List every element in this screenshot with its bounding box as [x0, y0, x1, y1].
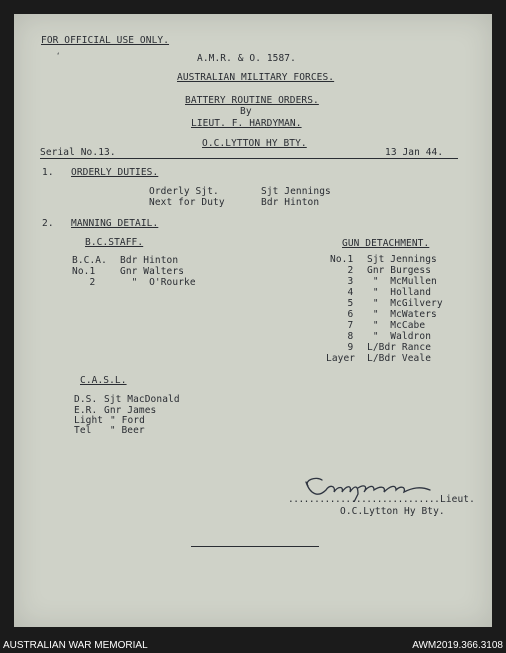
gun-position: 7 [330, 320, 354, 331]
author-name: LIEUT. F. HARDYMAN. [191, 118, 302, 129]
unit-name: O.C.LYTTON HY BTY. [202, 138, 307, 149]
casl-heading: C.A.S.L. [80, 375, 127, 386]
bc-staff-name: Bdr Hinton [120, 255, 179, 266]
document-title: BATTERY ROUTINE ORDERS. [185, 95, 319, 106]
bc-staff-heading: B.C.STAFF. [85, 237, 144, 248]
header-rule [40, 158, 458, 159]
section-1-heading: ORDERLY DUTIES. [71, 167, 159, 178]
section-1-number: 1. [42, 167, 54, 178]
gun-crew-name: " McCabe [367, 320, 426, 331]
gun-crew-name: L/Bdr Veale [367, 353, 432, 364]
casl-name: Gnr James [104, 405, 157, 416]
archive-credit: AUSTRALIAN WAR MEMORIAL [3, 640, 148, 651]
gun-crew-name: Gnr Burgess [367, 265, 432, 276]
signature-dotted-line: ............................. [288, 494, 440, 505]
classification-label: FOR OFFICIAL USE ONLY. [41, 35, 170, 46]
bc-staff-name: " O'Rourke [120, 277, 196, 288]
gun-position: 8 [330, 331, 354, 342]
section-2-number: 2. [42, 218, 54, 229]
casl-name: " Beer [104, 425, 145, 436]
gun-detachment-heading: GUN DETACHMENT. [342, 238, 430, 249]
gun-crew-name: Sjt Jennings [367, 254, 437, 265]
gun-crew-name: " McWaters [367, 309, 437, 320]
closing-rule [191, 546, 319, 547]
bc-staff-position: B.C.A. [72, 255, 107, 266]
gun-position: 2 [330, 265, 354, 276]
casl-name: " Ford [110, 415, 145, 426]
gun-position: 4 [330, 287, 354, 298]
document-page [14, 14, 492, 627]
organisation-title: AUSTRALIAN MILITARY FORCES. [177, 72, 335, 83]
signature-unit: O.C.Lytton Hy Bty. [340, 506, 445, 517]
gun-position: Layer [326, 353, 356, 364]
casl-position: Tel [74, 425, 92, 436]
casl-name: Sjt MacDonald [104, 394, 180, 405]
bc-staff-position: No.1 [72, 266, 96, 277]
duty-name: Sjt Jennings [261, 186, 331, 197]
duty-name: Bdr Hinton [261, 197, 320, 208]
duty-role: Next for Duty [149, 197, 225, 208]
gun-crew-name: " Holland [367, 287, 432, 298]
duty-role: Orderly Sjt. [149, 186, 219, 197]
casl-position: D.S. [74, 394, 98, 405]
gun-crew-name: L/Bdr Rance [367, 342, 432, 353]
gun-position: 3 [330, 276, 354, 287]
casl-position: E.R. [74, 405, 98, 416]
ink-mark: ʻ [56, 52, 61, 60]
gun-crew-name: " McMullen [367, 276, 437, 287]
gun-crew-name: " Waldron [367, 331, 432, 342]
archive-reference: AWM2019.366.3108 [412, 640, 503, 651]
section-2-heading: MANNING DETAIL. [71, 218, 159, 229]
bc-staff-name: Gnr Walters [120, 266, 185, 277]
reference-line: A.M.R. & O. 1587. [197, 53, 296, 64]
gun-position: 9 [330, 342, 354, 353]
by-line: By [240, 106, 252, 117]
order-date: 13 Jan 44. [385, 147, 444, 158]
serial-number: Serial No.13. [40, 147, 116, 158]
gun-position: 5 [330, 298, 354, 309]
signature-rank: Lieut. [440, 494, 475, 505]
gun-position: No.1 [330, 254, 354, 265]
casl-position: Light [74, 415, 104, 426]
bc-staff-position: 2 [72, 277, 96, 288]
gun-position: 6 [330, 309, 354, 320]
gun-crew-name: " McGilvery [367, 298, 443, 309]
